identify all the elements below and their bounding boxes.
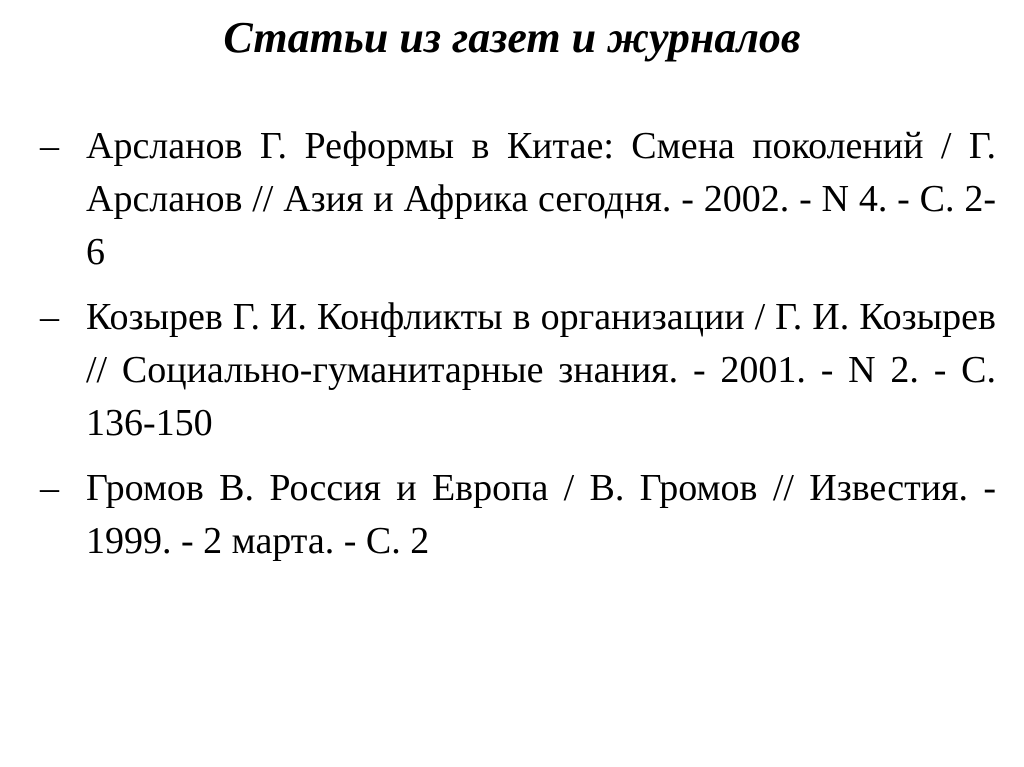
list-item xyxy=(40,120,996,279)
slide-title: Статьи из газет и журналов xyxy=(223,13,801,62)
dash-bullet-icon: – xyxy=(40,296,59,338)
reference-text: Козырев Г. И. Конфликты в организации / Г. И. Козырев // Социально-гуманитарные знания. - 2001. - N 2. - С. 136-150 xyxy=(86,296,996,444)
reference-text: Громов В. Россия и Европа / В. Громов // Известия. - 1999. - 2 марта. - С. 2 xyxy=(86,467,996,562)
dash-bullet-icon: – xyxy=(40,125,59,167)
list-item xyxy=(40,291,996,450)
reference-list xyxy=(40,120,996,580)
dash-bullet-icon: – xyxy=(40,467,59,509)
reference-text: Арсланов Г. Реформы в Китае: Смена поколений / Г. Арсланов // Азия и Африка сегодня. - 2002. - N 4. - С. 2-6 xyxy=(86,125,996,273)
list-item xyxy=(40,462,996,568)
